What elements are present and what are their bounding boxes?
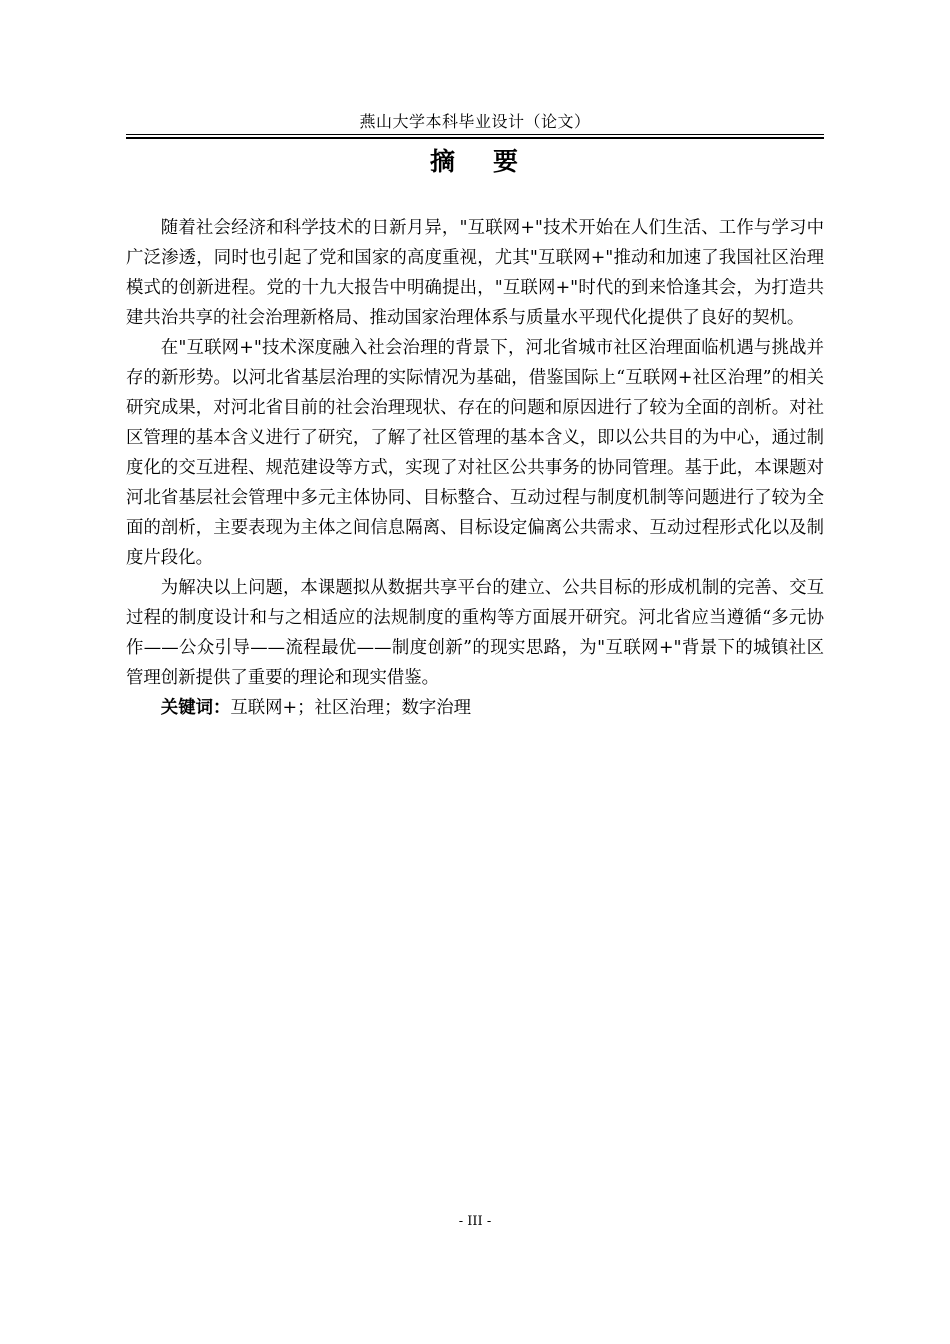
running-header: 燕山大学本科毕业设计（论文） — [359, 112, 591, 131]
abstract-paragraph-3: 为解决以上问题，本课题拟从数据共享平台的建立、公共目标的形成机制的完善、交互过程的制度设计和与之相适应的法规制度的重构等方面展开研究。河北省应当遵循“多元协作——公众引导——流程最优——制度创新”的现实思路，为"互联网+"背景下的城镇社区管理创新提供了重要的理论和现实借鉴。 — [126, 578, 824, 688]
abstract-paragraph-2: 在"互联网+"技术深度融入社会治理的背景下，河北省城市社区治理面临机遇与挑战并存的新形势。以河北省基层治理的实际情况为基础，借鉴国际上“互联网+社区治理”的相关研究成果，对河北省目前的社会治理现状、存在的问题和原因进行了较为全面的剖析。对社区管理的基本含义进行了研究，了解了社区管理的基本含义，即以公共目的为中心，通过制度化的交互进程、规范建设等方式，实现了对社区公共事务的协同管理。基于此，本课题对河北省基层社会管理中多元主体协同、目标整合、互动过程与制度机制等问题进行了较为全面的剖析，主要表现为主体之间信息隔离、目标设定偏离公共需求、互动过程形式化以及制度片段化。 — [126, 338, 824, 568]
abstract-title-char-1: 摘 — [429, 147, 457, 176]
keywords-line — [126, 693, 824, 723]
abstract-paragraph-1: 随着社会经济和科学技术的日新月异，"互联网+"技术开始在人们生活、工作与学习中广泛渗透，同时也引起了党和国家的高度重视，尤其"互联网+"推动和加速了我国社区治理模式的创新进程。党的十九大报告中明确提出，"互联网+"时代的到来恰逢其会，为打造共建共治共享的社会治理新格局、推动国家治理体系与质量水平现代化提供了良好的契机。 — [126, 218, 824, 328]
page-number: - III - — [458, 1214, 492, 1229]
header-rule-thick — [126, 137, 824, 139]
abstract-body — [126, 213, 824, 723]
header-rule-thin — [126, 134, 824, 135]
keywords-label: 关键词： — [160, 698, 231, 718]
abstract-title — [126, 145, 824, 179]
abstract-title-char-2: 要 — [493, 147, 521, 176]
keywords-text: 互联网+；社区治理；数字治理 — [230, 698, 472, 718]
